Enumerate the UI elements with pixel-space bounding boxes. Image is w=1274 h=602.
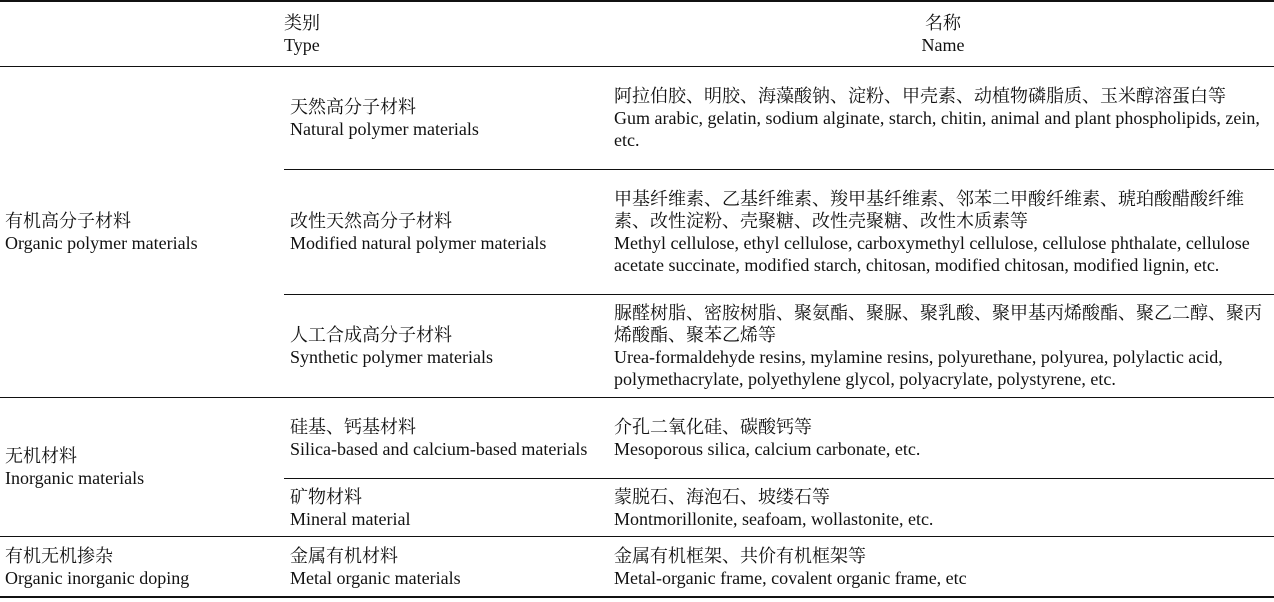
type-en: Modified natural polymer materials xyxy=(290,233,547,253)
name-en: Gum arabic, gelatin, sodium alginate, starch, chitin, animal and plant phospholipids, zein, etc. xyxy=(614,108,1260,150)
type-header-en: Type xyxy=(284,35,320,55)
header-row xyxy=(0,1,1274,67)
table-row xyxy=(0,537,1274,598)
name-cell xyxy=(606,295,1274,398)
category-en: Organic inorganic doping xyxy=(5,567,190,588)
type-cn: 人工合成高分子材料 xyxy=(290,325,452,345)
type-en: Silica-based and calcium-based materials xyxy=(290,439,588,459)
name-en: Methyl cellulose, ethyl cellulose, carboxymethyl cellulose, cellulose phthalate, cellulose acetate succinate, modified starch, chitosan, modified chitosan, modified lignin, etc. xyxy=(614,233,1250,275)
name-cell xyxy=(606,537,1274,598)
type-cell xyxy=(284,398,606,479)
type-en: Mineral material xyxy=(290,508,411,529)
type-header xyxy=(284,1,606,67)
name-cn: 甲基纤维素、乙基纤维素、羧甲基纤维素、邻苯二甲酸纤维素、琥珀酸醋酸纤维素、改性淀粉、壳聚糖、改性壳聚糖、改性木质素等 xyxy=(614,189,1244,231)
name-cn: 蒙脱石、海泡石、坡缕石等 xyxy=(614,486,830,507)
name-cell xyxy=(606,398,1274,479)
category-cn: 有机无机掺杂 xyxy=(5,545,113,566)
category-organic-polymer xyxy=(0,67,284,398)
type-cell xyxy=(284,170,606,295)
name-header-en: Name xyxy=(921,35,965,55)
type-cell xyxy=(284,67,606,170)
name-en: Metal-organic frame, covalent organic frame, etc xyxy=(614,567,967,588)
category-inorganic xyxy=(0,398,284,537)
type-cn: 改性天然高分子材料 xyxy=(290,211,452,231)
table-row xyxy=(0,67,1274,170)
type-cell xyxy=(284,537,606,598)
category-organic-inorganic-doping xyxy=(0,537,284,598)
type-cn: 矿物材料 xyxy=(290,486,362,507)
empty-header-cell xyxy=(0,1,284,67)
name-header xyxy=(606,1,1274,67)
type-en: Natural polymer materials xyxy=(290,119,479,139)
type-cn: 天然高分子材料 xyxy=(290,97,416,117)
name-cell xyxy=(606,170,1274,295)
type-header-cn: 类别 xyxy=(284,13,320,33)
name-en: Mesoporous silica, calcium carbonate, etc. xyxy=(614,439,921,459)
category-en: Organic polymer materials xyxy=(5,233,198,253)
name-cn: 金属有机框架、共价有机框架等 xyxy=(614,545,866,566)
name-cell xyxy=(606,67,1274,170)
type-cell xyxy=(284,295,606,398)
table-row xyxy=(0,398,1274,479)
name-en: Urea-formaldehyde resins, mylamine resins, polyurethane, polyurea, polylactic acid, polymethacrylate, polyethylene glycol, polyacrylate, polystyrene, etc. xyxy=(614,347,1223,389)
type-en: Synthetic polymer materials xyxy=(290,347,493,367)
category-cn: 无机材料 xyxy=(5,446,77,466)
name-cn: 介孔二氧化硅、碳酸钙等 xyxy=(614,417,812,437)
name-cn: 阿拉伯胶、明胶、海藻酸钠、淀粉、甲壳素、动植物磷脂质、玉米醇溶蛋白等 xyxy=(614,86,1226,106)
category-en: Inorganic materials xyxy=(5,468,145,488)
name-cn: 脲醛树脂、密胺树脂、聚氨酯、聚脲、聚乳酸、聚甲基丙烯酸酯、聚乙二醇、聚丙烯酸酯、聚苯乙烯等 xyxy=(614,303,1262,345)
type-cn: 金属有机材料 xyxy=(290,545,398,566)
type-cell xyxy=(284,479,606,537)
name-header-cn: 名称 xyxy=(925,13,961,33)
type-cn: 硅基、钙基材料 xyxy=(290,417,416,437)
name-en: Montmorillonite, seafoam, wollastonite, etc. xyxy=(614,508,934,529)
name-cell xyxy=(606,479,1274,537)
type-en: Metal organic materials xyxy=(290,567,461,588)
category-cn: 有机高分子材料 xyxy=(5,211,131,231)
